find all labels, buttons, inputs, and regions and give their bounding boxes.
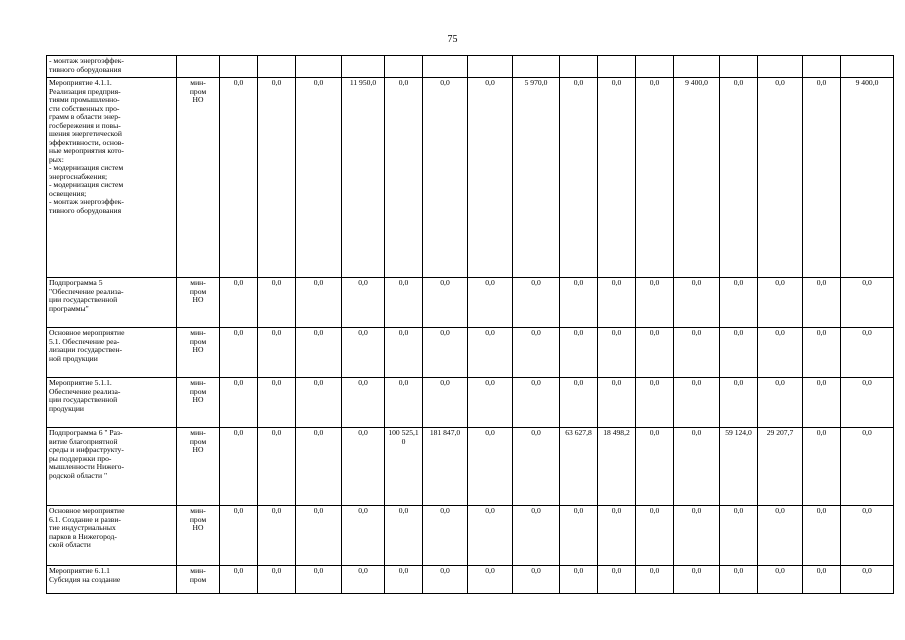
value-cell: 0,0 — [468, 78, 513, 278]
activity-name-line: Мероприятие 4.1.1. — [49, 78, 112, 87]
value-cell: 29 207,7 — [758, 428, 803, 506]
value-cell: 0,0 — [468, 328, 513, 378]
activity-name-line: Реализация предприя- — [49, 86, 121, 96]
activity-name-line: шения энергетической — [49, 129, 122, 138]
activity-name-line: Основное мероприятие — [49, 328, 125, 337]
value-cell: 0,0 — [468, 278, 513, 328]
value-cell: 18 498,2 — [598, 428, 636, 506]
activity-name-line: ской области — [49, 540, 91, 549]
responsible-cell — [177, 278, 220, 328]
value-cell: 0,0 — [468, 428, 513, 506]
value-cell: 0,0 — [636, 378, 674, 428]
activity-name-line: витие благоприятной — [49, 436, 118, 446]
budget-table-body — [47, 56, 894, 594]
activity-name-line: - монтаж энергоэффек- — [49, 56, 124, 65]
activity-name-cell — [47, 566, 177, 594]
value-cell: 0,0 — [636, 78, 674, 278]
table-row — [47, 506, 894, 566]
activity-name-line: - модернизация систем — [49, 163, 124, 172]
value-cell: 0,0 — [560, 78, 598, 278]
activity-name-line: продукции — [49, 403, 84, 413]
activity-name-line: ные мероприятия кото- — [49, 146, 124, 155]
responsible-line: пром — [189, 386, 207, 396]
responsible-line: НО — [192, 295, 204, 304]
activity-name-line: программы" — [49, 303, 89, 313]
value-cell: 0,0 — [803, 428, 841, 506]
value-cell: 0,0 — [758, 378, 803, 428]
value-cell: 0,0 — [296, 278, 342, 328]
value-cell: 0,0 — [803, 328, 841, 378]
value-cell: 0,0 — [803, 278, 841, 328]
activity-name-line: тиями промышленно- — [49, 95, 120, 104]
activity-name-line: Подпрограмма 5 — [49, 278, 103, 287]
value-cell: 0,0 — [803, 78, 841, 278]
value-cell: 0,0 — [385, 566, 423, 594]
responsible-line: мин- — [190, 278, 206, 287]
responsible-line: мин- — [190, 78, 206, 87]
table-row — [47, 278, 894, 328]
budget-table — [46, 55, 894, 594]
value-cell: 181 847,0 — [423, 428, 468, 506]
value-cell — [758, 56, 803, 78]
value-cell: 0,0 — [560, 328, 598, 378]
value-cell: 0,0 — [220, 566, 258, 594]
value-cell: 0,0 — [598, 78, 636, 278]
value-cell — [598, 56, 636, 78]
responsible-cell — [177, 78, 220, 278]
value-cell: 0,0 — [758, 78, 803, 278]
responsible-line: НО — [192, 523, 204, 532]
value-cell — [720, 56, 758, 78]
value-cell — [385, 56, 423, 78]
value-cell: 0,0 — [220, 428, 258, 506]
activity-name-line: - монтаж энергоэффек- — [49, 197, 124, 206]
value-cell: 0,0 — [841, 428, 894, 506]
value-cell: 0,0 — [423, 328, 468, 378]
value-cell: 0,0 — [598, 566, 636, 594]
value-cell: 0,0 — [385, 78, 423, 278]
value-cell: 0,0 — [803, 566, 841, 594]
value-cell: 0,0 — [296, 378, 342, 428]
responsible-line: пром — [189, 436, 207, 446]
activity-name-cell — [47, 278, 177, 328]
activity-name-line: сти собственных про- — [49, 103, 120, 113]
activity-name-line: лизации государствен- — [49, 345, 123, 354]
value-cell: 0,0 — [423, 378, 468, 428]
value-cell: 59 124,0 — [720, 428, 758, 506]
value-cell: 0,0 — [598, 506, 636, 566]
value-cell: 0,0 — [758, 506, 803, 566]
value-cell: 0,0 — [841, 328, 894, 378]
value-cell: 0,0 — [513, 328, 560, 378]
responsible-line: мин- — [190, 428, 206, 437]
value-cell: 0,0 — [296, 78, 342, 278]
value-cell — [841, 56, 894, 78]
value-cell: 0,0 — [720, 378, 758, 428]
value-cell: 0,0 — [674, 378, 720, 428]
value-cell: 0,0 — [258, 78, 296, 278]
value-cell: 0,0 — [803, 506, 841, 566]
value-cell: 9 400,0 — [841, 78, 894, 278]
value-cell: 0,0 — [674, 506, 720, 566]
activity-name-line: Основное мероприятие — [49, 506, 125, 515]
value-cell: 9 400,0 — [674, 78, 720, 278]
value-cell: 0,0 — [513, 506, 560, 566]
responsible-line: пром — [189, 286, 207, 296]
value-cell: 0,0 — [220, 278, 258, 328]
value-cell: 0,0 — [758, 278, 803, 328]
value-cell: 0,0 — [720, 566, 758, 594]
activity-name-line: - модернизация систем — [49, 180, 124, 189]
responsible-cell — [177, 328, 220, 378]
value-cell — [803, 56, 841, 78]
value-cell: 0,0 — [258, 428, 296, 506]
value-cell: 0,0 — [636, 506, 674, 566]
value-cell — [296, 56, 342, 78]
value-cell: 0,0 — [296, 506, 342, 566]
value-cell: 0,0 — [342, 378, 385, 428]
value-cell: 0,0 — [720, 328, 758, 378]
value-cell: 0,0 — [342, 566, 385, 594]
value-cell: 0,0 — [296, 566, 342, 594]
value-cell: 0,0 — [636, 566, 674, 594]
table-row — [47, 566, 894, 594]
value-cell: 0,0 — [342, 506, 385, 566]
value-cell: 0,0 — [468, 566, 513, 594]
activity-name-line: тие индустриальных — [49, 523, 116, 532]
value-cell: 0,0 — [560, 506, 598, 566]
value-cell: 0,0 — [258, 328, 296, 378]
activity-name-line: эффективности, основ- — [49, 137, 124, 147]
value-cell — [560, 56, 598, 78]
activity-name-line: ции государственной — [49, 295, 118, 304]
responsible-line: НО — [192, 395, 204, 404]
value-cell: 0,0 — [220, 78, 258, 278]
table-row — [47, 378, 894, 428]
value-cell: 0,0 — [598, 328, 636, 378]
value-cell: 0,0 — [720, 278, 758, 328]
value-cell: 63 627,8 — [560, 428, 598, 506]
value-cell: 0,0 — [220, 328, 258, 378]
responsible-cell — [177, 378, 220, 428]
value-cell: 0,0 — [220, 378, 258, 428]
value-cell: 0,0 — [342, 328, 385, 378]
responsible-line: пром — [189, 574, 207, 584]
value-cell: 5 970,0 — [513, 78, 560, 278]
activity-name-line: ной продукции — [49, 353, 98, 363]
value-cell — [674, 56, 720, 78]
value-cell: 0,0 — [385, 506, 423, 566]
value-cell: 0,0 — [220, 506, 258, 566]
value-cell: 0,0 — [468, 506, 513, 566]
activity-name-cell — [47, 378, 177, 428]
responsible-line: пром — [189, 336, 207, 346]
activity-name-line: Мероприятие 6.1.1 — [49, 566, 110, 575]
value-cell — [468, 56, 513, 78]
value-cell: 0,0 — [560, 566, 598, 594]
responsible-line: НО — [192, 445, 204, 454]
activity-name-line: родской области " — [49, 470, 108, 480]
responsible-line: мин- — [190, 566, 206, 575]
responsible-line: НО — [192, 95, 204, 104]
value-cell: 0,0 — [513, 378, 560, 428]
value-cell: 0,0 — [296, 428, 342, 506]
responsible-line: пром — [189, 514, 207, 524]
value-cell: 0,0 — [560, 278, 598, 328]
value-cell: 0,0 — [841, 278, 894, 328]
value-cell: 0,0 — [385, 378, 423, 428]
value-cell: 0,0 — [803, 378, 841, 428]
responsible-cell — [177, 566, 220, 594]
value-cell: 0,0 — [385, 278, 423, 328]
value-cell — [258, 56, 296, 78]
activity-name-line: тивного оборудования — [49, 205, 122, 215]
activity-name-line: Субсидия на создание — [49, 574, 121, 584]
value-cell: 0,0 — [423, 78, 468, 278]
value-cell: 0,0 — [636, 278, 674, 328]
responsible-line: мин- — [190, 378, 206, 387]
responsible-line: мин- — [190, 506, 206, 515]
activity-name-line: среды и инфраструкту- — [49, 445, 124, 454]
value-cell: 0,0 — [598, 278, 636, 328]
activity-name-line: тивного оборудования — [49, 64, 122, 74]
value-cell — [423, 56, 468, 78]
activity-name-line: ры поддержки про- — [49, 453, 112, 463]
activity-name-line: энергоснабжения; — [49, 171, 108, 181]
activity-name-line: освещения; — [49, 188, 87, 198]
value-cell: 0,0 — [258, 278, 296, 328]
responsible-cell — [177, 56, 220, 78]
value-cell: 0,0 — [423, 506, 468, 566]
activity-name-line: ции государственной — [49, 395, 118, 404]
value-cell: 0,0 — [560, 378, 598, 428]
activity-name-line: Подпрограмма 6 " Раз- — [49, 428, 123, 437]
activity-name-line: 6.1. Создание и разви- — [49, 514, 121, 524]
value-cell: 11 950,0 — [342, 78, 385, 278]
responsible-line: пром — [189, 86, 207, 96]
activity-name-cell — [47, 328, 177, 378]
value-cell: 0,0 — [513, 428, 560, 506]
value-cell: 0,0 — [258, 506, 296, 566]
responsible-cell — [177, 428, 220, 506]
responsible-line: мин- — [190, 328, 206, 337]
value-cell: 0,0 — [636, 328, 674, 378]
value-cell: 0,0 — [841, 378, 894, 428]
responsible-line: НО — [192, 345, 204, 354]
page-number: 75 — [447, 34, 458, 45]
activity-name-line: госбережения и повы- — [49, 120, 121, 130]
value-cell: 0,0 — [423, 278, 468, 328]
value-cell: 0,0 — [720, 506, 758, 566]
activity-name-line: грамм в области энер- — [49, 112, 121, 121]
value-cell: 0,0 — [423, 566, 468, 594]
activity-name-cell — [47, 428, 177, 506]
table-row — [47, 328, 894, 378]
value-cell: 0,0 — [258, 378, 296, 428]
value-cell: 0,0 — [720, 78, 758, 278]
activity-name-line: рых: — [49, 154, 64, 164]
activity-name-line: парков в Нижегород- — [49, 531, 117, 541]
value-cell — [636, 56, 674, 78]
value-cell: 0,0 — [674, 278, 720, 328]
value-cell: 0,0 — [513, 566, 560, 594]
value-cell: 0,0 — [385, 328, 423, 378]
value-cell: 0,0 — [598, 378, 636, 428]
activity-name-cell — [47, 78, 177, 278]
activity-name-line: 5.1. Обеспечение реа- — [49, 336, 120, 346]
responsible-cell — [177, 506, 220, 566]
value-cell: 0,0 — [342, 428, 385, 506]
value-cell: 0,0 — [674, 566, 720, 594]
table-row — [47, 428, 894, 506]
table-row — [47, 78, 894, 278]
activity-name-cell — [47, 506, 177, 566]
value-cell: 0,0 — [841, 566, 894, 594]
activity-name-line: мышленности Нижего- — [49, 462, 124, 471]
value-cell: 0,0 — [636, 428, 674, 506]
value-cell: 0,0 — [758, 566, 803, 594]
value-cell: 0,0 — [468, 378, 513, 428]
value-cell: 0,0 — [258, 566, 296, 594]
value-cell: 0,0 — [758, 328, 803, 378]
value-cell: 0,0 — [342, 278, 385, 328]
value-cell: 0,0 — [841, 506, 894, 566]
activity-name-line: "Обеспечение реализа- — [49, 286, 124, 296]
activity-name-line: Мероприятие 5.1.1. — [49, 378, 112, 387]
value-cell: 0,0 — [674, 428, 720, 506]
value-cell: 0,0 — [674, 328, 720, 378]
value-cell — [220, 56, 258, 78]
activity-name-cell — [47, 56, 177, 78]
value-cell — [513, 56, 560, 78]
value-cell — [342, 56, 385, 78]
table-row — [47, 56, 894, 78]
value-cell: 100 525,10 — [385, 428, 423, 506]
value-cell: 0,0 — [296, 328, 342, 378]
activity-name-line: Обеспечение реализа- — [49, 386, 121, 396]
value-cell: 0,0 — [513, 278, 560, 328]
